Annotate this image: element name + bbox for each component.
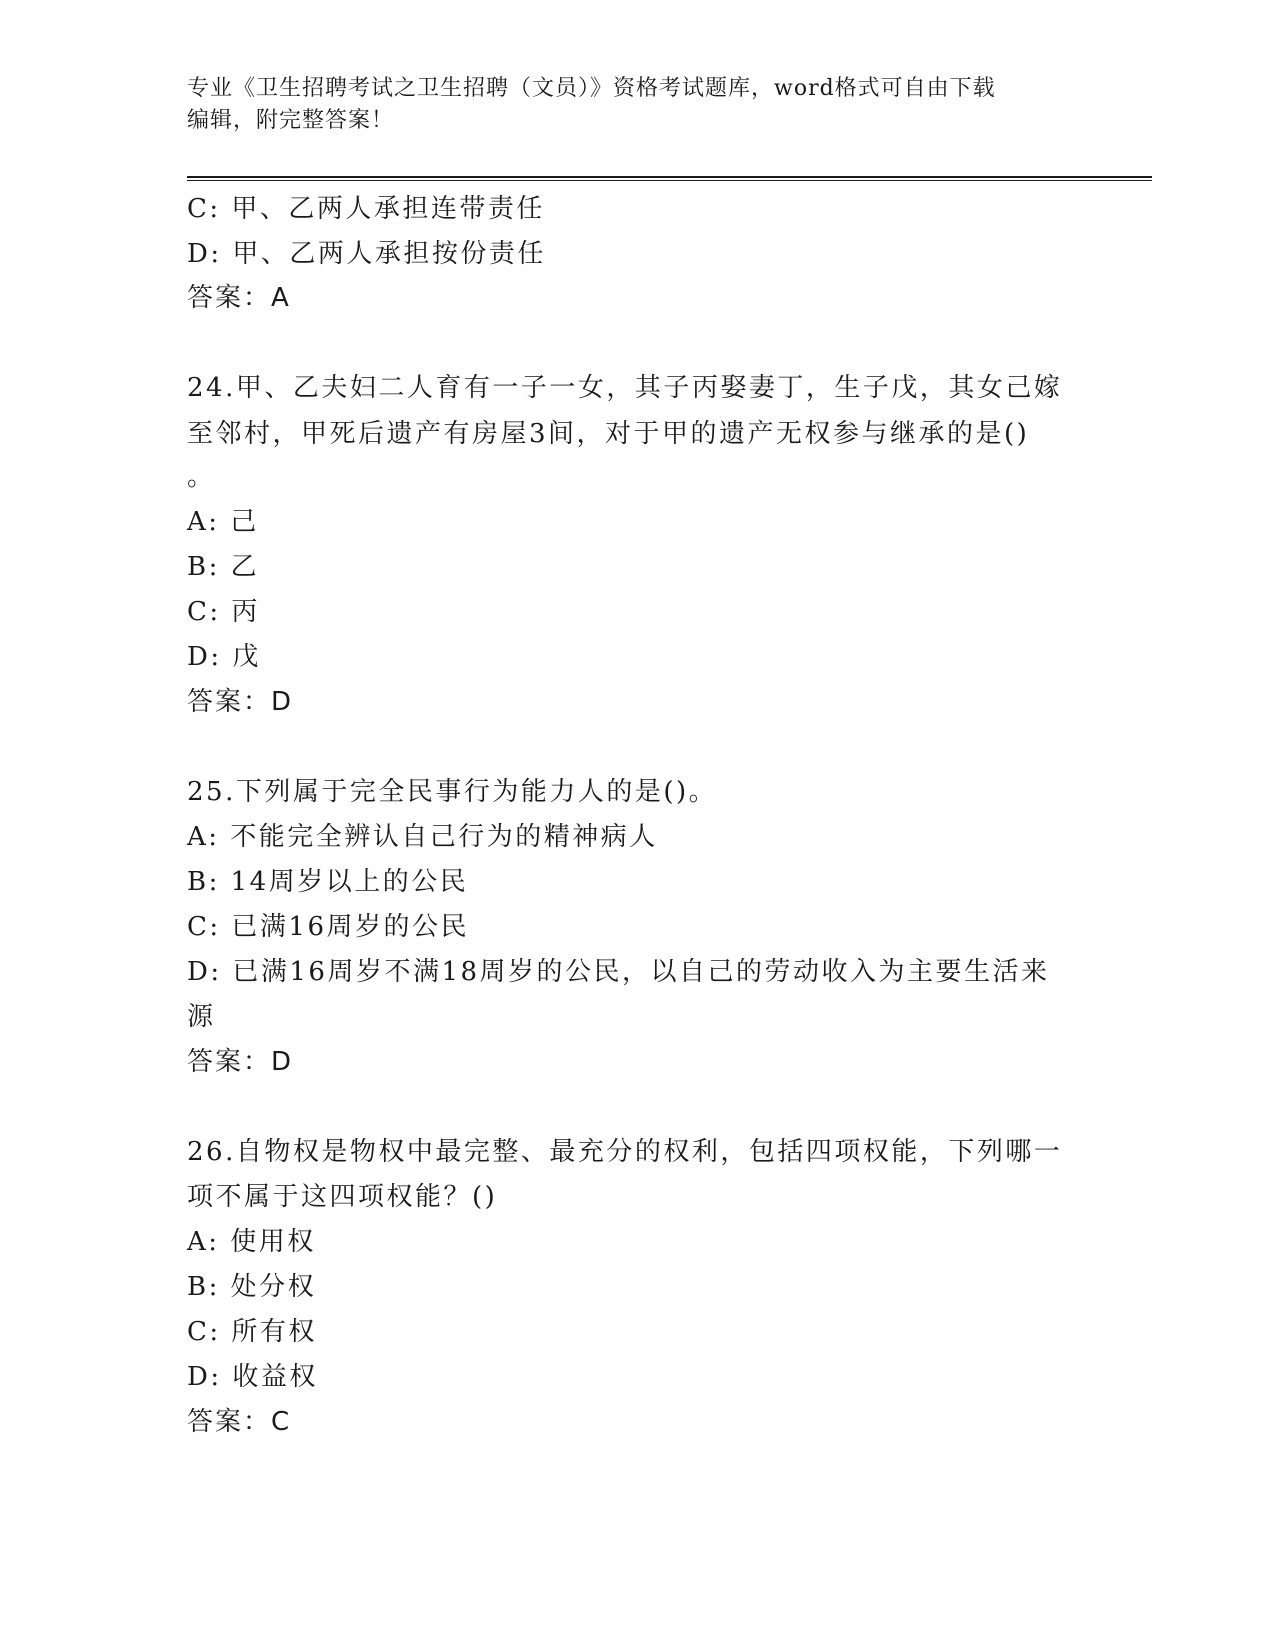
q25-option-d-line-1: D: 已满16周岁不满18周岁的公民，以自己的劳动收入为主要生活来	[187, 957, 1050, 987]
header-line-2: 编辑，附完整答案！	[187, 108, 395, 133]
answer-value: D	[271, 1047, 293, 1077]
header-line-1: 专业《卫生招聘考试之卫生招聘（文员）》资格考试题库，word格式可自由下载	[187, 76, 996, 101]
answer-label: 答案：	[187, 283, 272, 313]
q26-option-a: A: 使用权	[187, 1227, 316, 1257]
q24-option-a: A: 己	[187, 507, 259, 537]
q24-stem-line-1: 24.甲、乙夫妇二人育有一子一女，其子丙娶妻丁，生子戊，其女己嫁	[187, 373, 1063, 403]
q26-option-b: B: 处分权	[187, 1272, 317, 1302]
q26-stem-line-1: 26.自物权是物权中最完整、最充分的权利，包括四项权能，下列哪一	[187, 1137, 1063, 1167]
answer-value: C	[271, 1407, 291, 1437]
q26-option-d: D: 收益权	[187, 1362, 318, 1392]
prev-option-d: D: 甲、乙两人承担按份责任	[187, 239, 546, 269]
answer-label: 答案：	[187, 687, 272, 717]
document-header	[187, 73, 1087, 137]
q25-stem-line-1: 25.下列属于完全民事行为能力人的是()。	[187, 777, 718, 807]
q25-option-d-line-2: 源	[187, 1002, 216, 1032]
q25-option-a: A: 不能完全辨认自己行为的精神病人	[187, 822, 658, 852]
q24-answer	[187, 685, 292, 719]
prev-option-c: C: 甲、乙两人承担连带责任	[187, 194, 545, 224]
q26-stem-line-2: 项不属于这四项权能？()	[187, 1182, 498, 1212]
q26-answer	[187, 1405, 290, 1439]
q24-stem-line-3: 。	[187, 462, 216, 492]
answer-value: A	[271, 283, 290, 313]
q24-option-b: B: 乙	[187, 552, 260, 582]
q25-option-c: C: 已满16周岁的公民	[187, 912, 470, 942]
q25-option-b: B: 14周岁以上的公民	[187, 867, 469, 897]
answer-value: D	[271, 687, 293, 717]
q24-option-c: C: 丙	[187, 597, 260, 627]
header-divider	[187, 176, 1152, 181]
answer-label: 答案：	[187, 1047, 272, 1077]
q26-option-c: C: 所有权	[187, 1317, 317, 1347]
answer-label: 答案：	[187, 1407, 272, 1437]
prev-answer	[187, 281, 290, 315]
q24-stem-line-2: 至邻村，甲死后遗产有房屋3间，对于甲的遗产无权参与继承的是()	[187, 419, 1030, 449]
q25-answer	[187, 1045, 292, 1079]
q24-option-d: D: 戊	[187, 642, 261, 672]
